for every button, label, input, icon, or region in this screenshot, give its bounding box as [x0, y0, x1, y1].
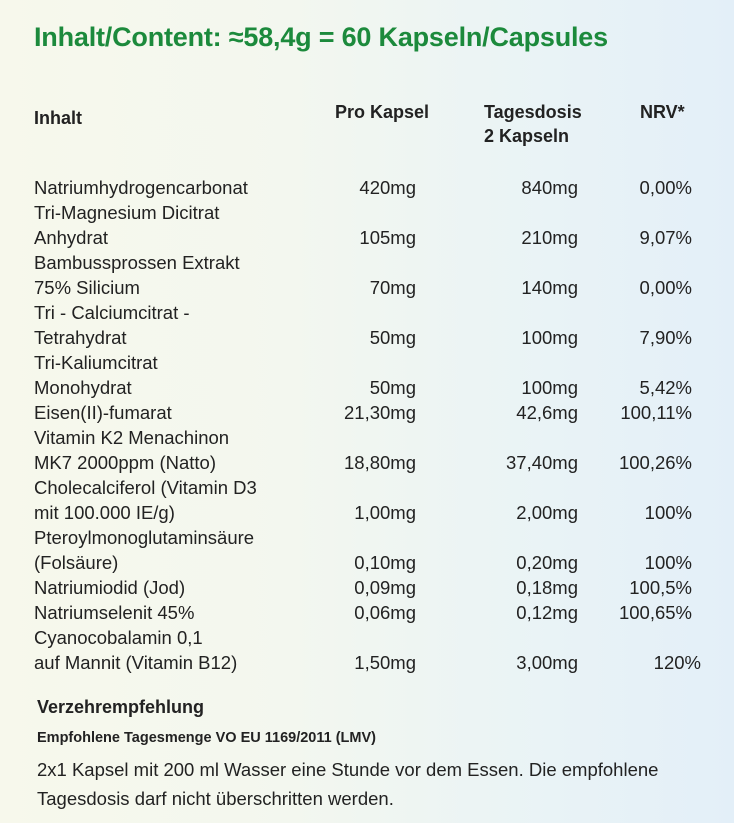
value-pro-kapsel: 50mg — [369, 327, 416, 348]
value-tagesdosis: 3,00mg — [516, 652, 578, 673]
value-tagesdosis: 0,18mg — [516, 577, 578, 598]
value-pro-kapsel: 0,10mg — [354, 552, 416, 573]
ingredient-table — [0, 175, 734, 675]
value-nrv: 0,00% — [639, 277, 692, 298]
value-tagesdosis: 0,12mg — [516, 602, 578, 623]
table-row — [0, 525, 734, 575]
ingredient-name: Tri-Kaliumcitrat — [34, 352, 158, 373]
ingredient-name: Cholecalciferol (Vitamin D3 — [34, 477, 257, 498]
table-row — [0, 250, 734, 300]
verzehr-text: 2x1 Kapsel mit 200 ml Wasser eine Stunde vor dem Essen. Die empfohlene Tagesdosis darf nicht überschritten werden. — [37, 759, 659, 809]
verzehr-subtitle: Empfohlene Tagesmenge VO EU 1169/2011 (LMV) — [37, 730, 376, 746]
value-nrv: 120% — [653, 652, 701, 673]
value-nrv: 9,07% — [639, 227, 692, 248]
header-tagesdosis — [484, 100, 582, 148]
value-pro-kapsel: 70mg — [369, 277, 416, 298]
value-tagesdosis: 100mg — [521, 377, 578, 398]
value-tagesdosis: 0,20mg — [516, 552, 578, 573]
value-nrv: 100,26% — [618, 452, 692, 473]
ingredient-name: Natriumiodid (Jod) — [34, 577, 186, 598]
table-row — [0, 600, 734, 625]
value-nrv: 100% — [644, 502, 692, 523]
value-nrv: 100% — [644, 552, 692, 573]
value-nrv: 100,11% — [620, 402, 692, 423]
table-row — [0, 300, 734, 350]
value-pro-kapsel: 105mg — [359, 227, 416, 248]
table-row — [0, 200, 734, 250]
table-row — [0, 350, 734, 400]
ingredient-name: auf Mannit (Vitamin B12) — [34, 652, 238, 673]
ingredient-name: Eisen(II)-fumarat — [34, 402, 172, 423]
ingredient-name: Cyanocobalamin 0,1 — [34, 627, 203, 648]
value-pro-kapsel: 21,30mg — [344, 402, 416, 423]
value-pro-kapsel: 0,06mg — [354, 602, 416, 623]
ingredient-name: (Folsäure) — [34, 552, 119, 573]
ingredient-name: Vitamin K2 Menachinon — [34, 427, 230, 448]
value-pro-kapsel: 1,00mg — [354, 502, 416, 523]
value-nrv: 100,65% — [618, 602, 692, 623]
value-pro-kapsel: 50mg — [369, 377, 416, 398]
value-nrv: 5,42% — [639, 377, 692, 398]
table-row — [0, 625, 734, 675]
header-nrv: NRV* — [640, 102, 685, 122]
ingredient-name: Bambussprossen Extrakt — [34, 252, 240, 273]
ingredient-name: Monohydrat — [34, 377, 132, 398]
value-tagesdosis: 37,40mg — [506, 452, 578, 473]
value-tagesdosis: 2,00mg — [516, 502, 578, 523]
value-nrv: 0,00% — [639, 177, 692, 198]
header-tagesdosis-line1: Tagesdosis — [484, 102, 582, 122]
value-tagesdosis: 140mg — [521, 277, 578, 298]
value-nrv: 7,90% — [639, 327, 692, 348]
header-tagesdosis-line2: 2 Kapseln — [484, 126, 570, 146]
table-row — [0, 400, 734, 425]
header-inhalt: Inhalt — [34, 108, 82, 128]
value-pro-kapsel: 18,80mg — [344, 452, 416, 473]
value-tagesdosis: 840mg — [521, 177, 578, 198]
ingredient-name: mit 100.000 IE/g) — [34, 502, 175, 523]
value-tagesdosis: 42,6mg — [516, 402, 578, 423]
ingredient-name: Tri - Calciumcitrat - — [34, 302, 190, 323]
table-row — [0, 175, 734, 200]
value-pro-kapsel: 420mg — [359, 177, 416, 198]
table-row — [0, 425, 734, 475]
table-row — [0, 475, 734, 525]
ingredient-name: Tetrahydrat — [34, 327, 127, 348]
ingredient-name: Natriumhydrogencarbonat — [34, 177, 248, 198]
ingredient-name: Pteroylmonoglutaminsäure — [34, 527, 255, 548]
ingredient-name: Tri-Magnesium Dicitrat — [34, 202, 220, 223]
ingredient-name: MK7 2000ppm (Natto) — [34, 452, 217, 473]
value-tagesdosis: 100mg — [521, 327, 578, 348]
verzehr-title: Verzehrempfehlung — [37, 697, 205, 717]
value-nrv: 100,5% — [629, 577, 692, 598]
table-row — [0, 575, 734, 600]
value-pro-kapsel: 0,09mg — [354, 577, 416, 598]
ingredient-name: 75% Silicium — [34, 277, 140, 298]
ingredient-name: Natriumselenit 45% — [34, 602, 195, 623]
value-pro-kapsel: 1,50mg — [354, 652, 416, 673]
header-pro-kapsel: Pro Kapsel — [335, 102, 430, 122]
value-tagesdosis: 210mg — [521, 227, 578, 248]
page-title: Inhalt/Content: ≈58,4g = 60 Kapseln/Capsules — [34, 22, 608, 52]
ingredient-name: Anhydrat — [34, 227, 109, 248]
